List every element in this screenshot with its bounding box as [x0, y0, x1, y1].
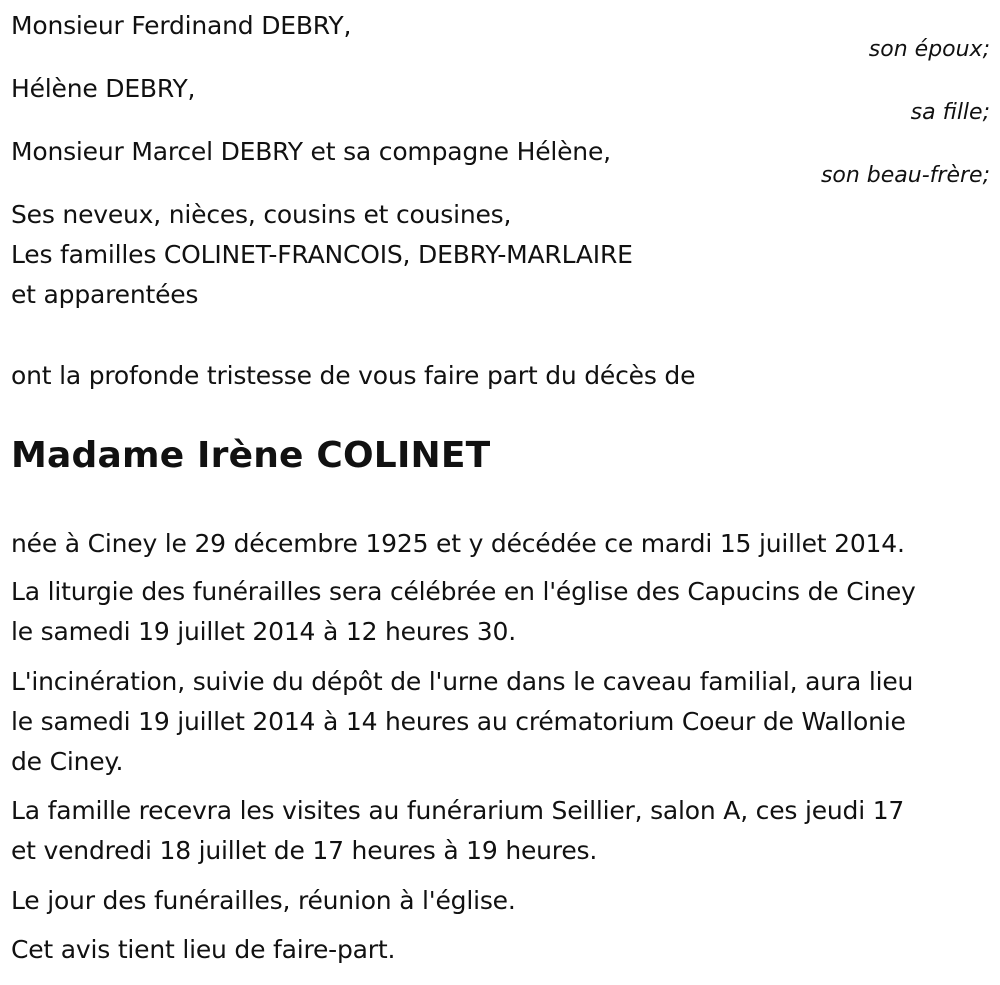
detail-line-7: La famille recevra les visites au funérarium Seillier, salon A, ces jeudi 17: [11, 796, 905, 825]
deceased-name: Madame Irène COLINET: [11, 435, 491, 476]
detail-line-6: de Ciney.: [11, 747, 124, 776]
family-name-2: Hélène DEBRY,: [11, 74, 196, 103]
family-name-3: Monsieur Marcel DEBRY et sa compagne Hélène,: [11, 137, 611, 166]
family-relation-2: sa fille;: [910, 100, 990, 125]
intro-text: ont la profonde tristesse de vous faire part du décès de: [11, 361, 696, 390]
detail-line-9: Le jour des funérailles, réunion à l'église.: [11, 886, 516, 915]
relatives-line-1: Ses neveux, nièces, cousins et cousines,: [11, 200, 512, 229]
detail-line-3: le samedi 19 juillet 2014 à 12 heures 30.: [11, 617, 516, 646]
detail-line-10: Cet avis tient lieu de faire-part.: [11, 935, 396, 964]
family-relation-1: son époux;: [868, 37, 990, 62]
family-relation-3: son beau-frère;: [820, 163, 990, 188]
family-name-1: Monsieur Ferdinand DEBRY,: [11, 11, 352, 40]
detail-line-2: La liturgie des funérailles sera célébrée en l'église des Capucins de Ciney: [11, 577, 916, 606]
detail-line-8: et vendredi 18 juillet de 17 heures à 19 heures.: [11, 836, 598, 865]
relatives-line-3: et apparentées: [11, 280, 199, 309]
relatives-line-2: Les familles COLINET-FRANCOIS, DEBRY-MARLAIRE: [11, 240, 633, 269]
detail-line-1: née à Ciney le 29 décembre 1925 et y décédée ce mardi 15 juillet 2014.: [11, 529, 905, 558]
detail-line-4: L'incinération, suivie du dépôt de l'urne dans le caveau familial, aura lieu: [11, 667, 914, 696]
detail-line-5: le samedi 19 juillet 2014 à 14 heures au crématorium Coeur de Wallonie: [11, 707, 906, 736]
